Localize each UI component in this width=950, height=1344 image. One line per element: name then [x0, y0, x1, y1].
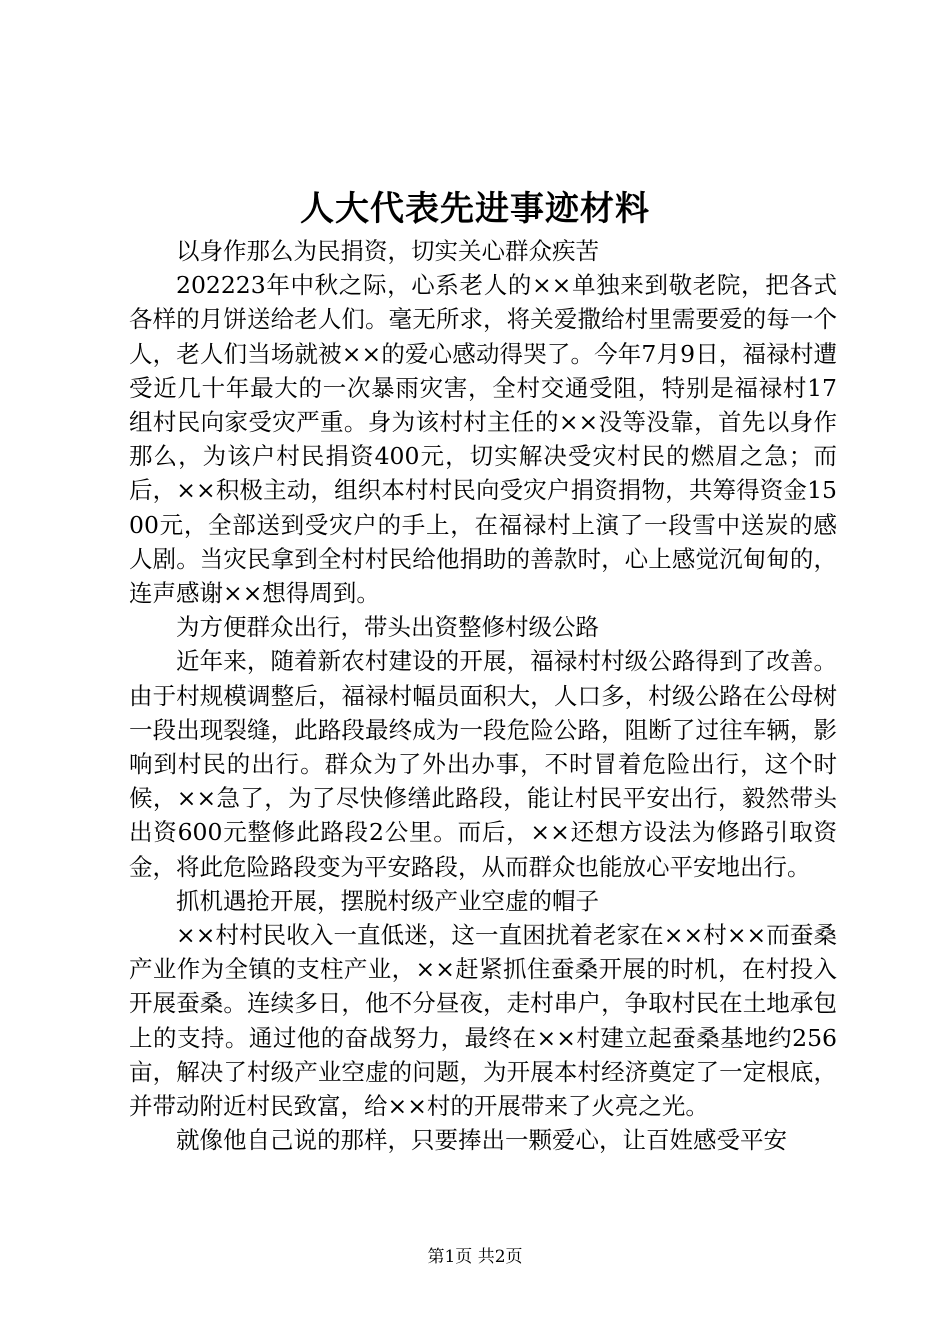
closing-paragraph: 就像他自己说的那样，只要捧出一颗爱心，让百姓感受平安	[176, 1126, 787, 1155]
section-3-body: ××村村民收入一直低迷，这一直困扰着老家在××村××而蚕桑产业作为全镇的支柱产业，××赶紧抓住蚕桑开展的时机，在村投入开展蚕桑。连续多日，他不分昼夜，走村串户，争取村民在土地承包上的支持。通过他的奋战努力，最终在××村建立起蚕桑基地约256亩，解决了村级产业空虚的问题，为开展本村经济奠定了一定根底，并带动附近村民致富，给××村的开展带来了火亮之光。	[129, 921, 837, 1121]
section-1-heading: 以身作那么为民捐资，切实关心群众疾苦	[176, 237, 599, 265]
document-title: 人大代表先进事迹材料	[300, 189, 650, 229]
section-3-heading: 抓机遇抢开展，摆脱村级产业空虚的帽子	[176, 886, 599, 915]
page-footer: 第1页 共2页	[427, 1247, 523, 1267]
section-2-heading: 为方便群众出行，带头出资整修村级公路	[176, 613, 599, 642]
document-body	[129, 234, 837, 1157]
section-1-body: 202223年中秋之际，心系老人的××单独来到敬老院，把各式各样的月饼送给老人们。毫无所求，将关爱撒给村里需要爱的每一个人，老人们当场就被××的爱心感动得哭了。今年7月9日，福禄村遭受近几十年最大的一次暴雨灾害，全村交通受阻，特别是福禄村17组村民向家受灾严重。身为该村村主任的××没等没靠，首先以身作那么，为该户村民捐资400元，切实解决受灾村民的燃眉之急；而后，××积极主动，组织本村村民向受灾户捐资捐物，共筹得资金1500元，全部送到受灾户的手上，在福禄村上演了一段雪中送炭的感人剧。当灾民拿到全村村民给他捐助的善款时，心上感觉沉甸甸的，连声感谢××想得周到。	[129, 271, 837, 608]
section-2-body: 近年来，随着新农村建设的开展，福禄村村级公路得到了改善。由于村规模调整后，福禄村幅员面积大，人口多，村级公路在公母树一段出现裂缝，此路段最终成为一段危险公路，阻断了过往车辆，影响到村民的出行。群众为了外出办事，不时冒着危险出行，这个时候，××急了，为了尽快修缮此路段，能让村民平安出行，毅然带头出资600元整修此路段2公里。而后，××还想方设法为修路引取资金，将此危险路段变为平安路段，从而群众也能放心平安地出行。	[129, 647, 837, 881]
